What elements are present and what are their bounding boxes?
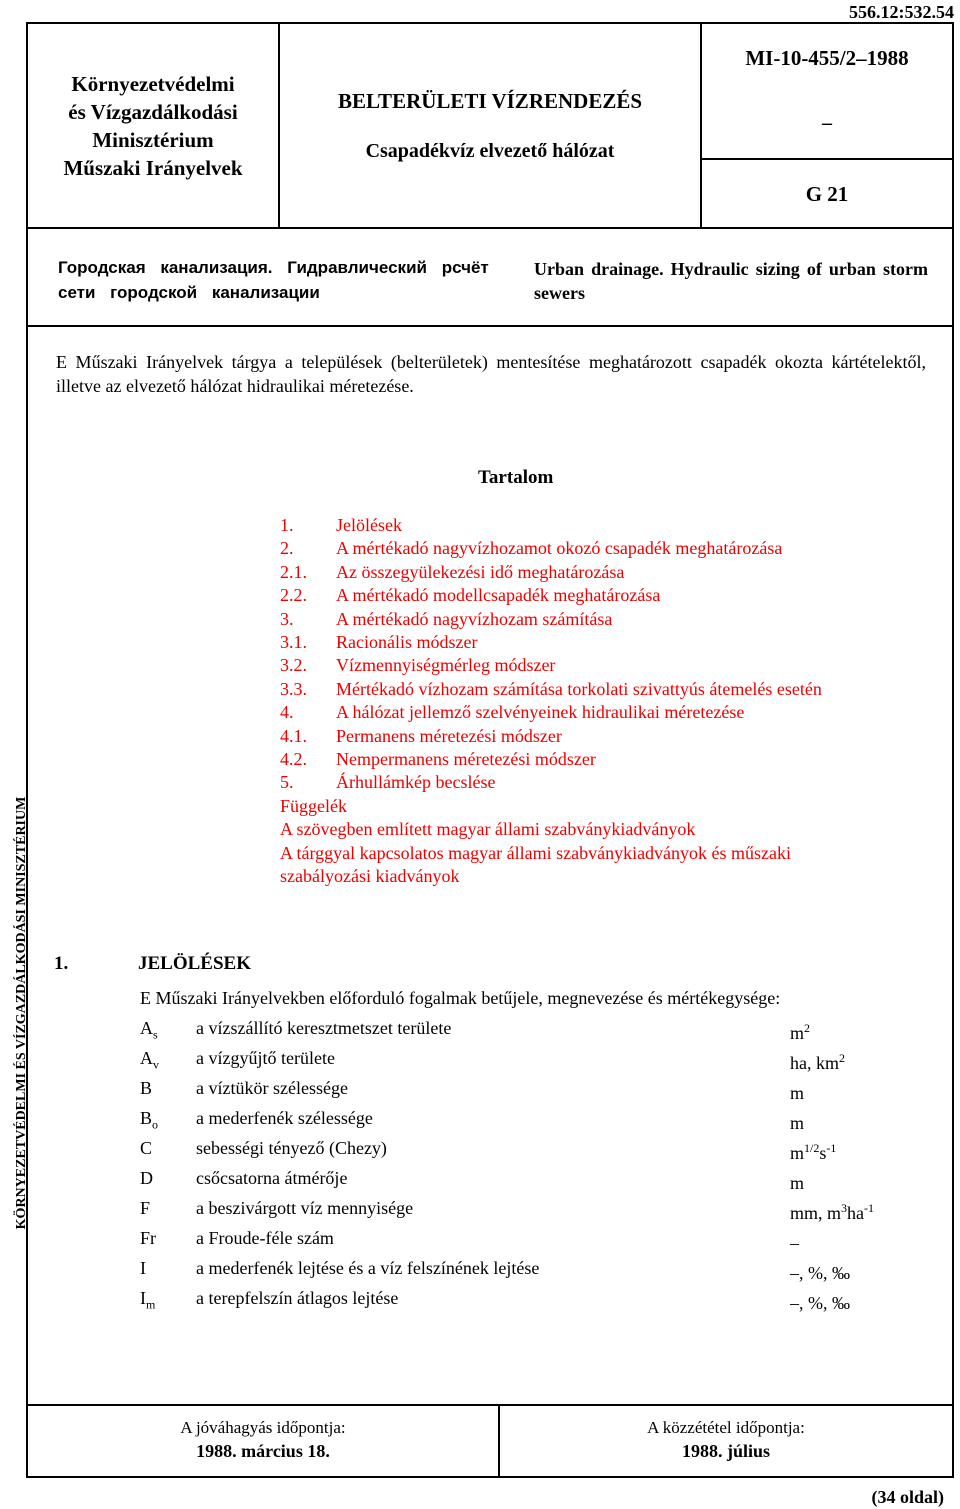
symbol-row: C sebességi tényező (Chezy) $m^{1/2}s^{-1}$ bbox=[140, 1138, 837, 1163]
toc-item[interactable]: 3. A mértékadó nagyvízhozam számítása bbox=[280, 608, 613, 629]
symbol-row: $A_v$ a vízgyűjtő területe ha, $km^2$ bbox=[140, 1048, 845, 1073]
approval-label: A jóváhagyás időpontja: bbox=[180, 1418, 346, 1437]
code-dash: – bbox=[822, 112, 832, 134]
publication-date: 1988. július bbox=[681, 1441, 771, 1461]
document-title: BELTERÜLETI VÍZRENDEZÉS bbox=[337, 89, 643, 113]
table-of-contents bbox=[280, 514, 880, 889]
approval-date: 1988. március 18. bbox=[196, 1441, 330, 1461]
org-line: Minisztérium bbox=[92, 127, 214, 152]
toc-item[interactable]: 1. Jelölések bbox=[280, 515, 402, 535]
toc-appendix[interactable]: A szövegben említett magyar állami szabványkiadványok bbox=[280, 819, 696, 840]
toc-appendix[interactable]: Függelék bbox=[280, 795, 347, 816]
symbol-row: I a mederfenék lejtése és a víz felszínének lejtése –, %, ‰ bbox=[140, 1258, 850, 1283]
header bbox=[28, 24, 952, 229]
symbol-row: D csőcsatorna átmérője m bbox=[140, 1168, 805, 1193]
code-cell bbox=[702, 24, 952, 160]
code-block bbox=[702, 24, 952, 227]
approval-cell bbox=[28, 1406, 500, 1478]
toc-item[interactable]: 3.3. Mértékadó vízhozam számítása torkolati szivattyús átemelés esetén bbox=[280, 678, 822, 699]
publication-cell bbox=[500, 1406, 952, 1478]
toc-item[interactable]: 3.1. Racionális módszer bbox=[280, 632, 478, 653]
toc-item[interactable]: 2. A mértékadó nagyvízhozamot okozó csapadék meghatározása bbox=[280, 538, 783, 559]
english-title: Urban drainage. Hydraulic sizing of urban storm sewers bbox=[534, 259, 928, 303]
title-block bbox=[280, 24, 702, 227]
org-line: Műszaki Irányelvek bbox=[63, 155, 243, 180]
toc-appendix[interactable]: A tárggyal kapcsolatos magyar állami szabványkiadványok és műszaki szabályozási kiadványok bbox=[280, 842, 792, 887]
toc-item[interactable]: 4. A hálózat jellemző szelvényeinek hidraulikai méretezése bbox=[280, 702, 745, 723]
group-code: G 21 bbox=[805, 182, 849, 206]
document-frame bbox=[26, 22, 954, 1478]
ministry-side-label: KÖRNYEZETVÉDELMI ÉS VÍZGAZDÁLKODÁSI MINISZTÉRIUM bbox=[14, 796, 29, 1230]
footer bbox=[28, 1404, 952, 1476]
symbol-row: B a víztükör szélessége m bbox=[140, 1078, 805, 1103]
translations-row bbox=[28, 229, 952, 327]
page-count: (34 oldal) bbox=[871, 1487, 944, 1507]
abstract: E Műszaki Irányelvek tárgya a települések (belterületek) mentesítése meghatározott csapadék okozta kártételektől, illetve az elvezető hálózat hidraulikai méretezése. bbox=[56, 352, 926, 396]
section-heading: 1. JELÖLÉSEK bbox=[54, 953, 251, 974]
toc-title: Tartalom bbox=[478, 467, 554, 488]
russian-title: Городская канализация. Гидравлический рсчёт сети городской канализации bbox=[58, 258, 489, 302]
toc-item[interactable]: 2.1. Az összegyülekezési idő meghatározása bbox=[280, 561, 625, 582]
symbol-row: Fr a Froude-féle szám – bbox=[140, 1228, 799, 1253]
toc-item[interactable]: 2.2. A mértékadó modellcsapadék meghatározása bbox=[280, 585, 661, 606]
org-block bbox=[28, 24, 280, 227]
toc-item[interactable]: 4.1. Permanens méretezési módszer bbox=[280, 725, 562, 746]
symbol-list bbox=[140, 1017, 930, 1317]
symbol-row: $A_s$ a vízszállító keresztmetszet területe $m^2$ bbox=[140, 1018, 811, 1043]
symbol-row: $I_m$ a terepfelszín átlagos lejtése –, %, ‰ bbox=[140, 1288, 850, 1313]
udc-number: 556.12:532.54 bbox=[849, 2, 954, 22]
toc-item[interactable]: 5. Árhullámkép becslése bbox=[280, 772, 496, 793]
symbol-row: $B_o$ a mederfenék szélessége m bbox=[140, 1108, 805, 1133]
org-line: Környezetvédelmi bbox=[71, 71, 235, 96]
document-subtitle: Csapadékvíz elvezető hálózat bbox=[365, 140, 615, 162]
section-intro: E Műszaki Irányelvekben előforduló fogalmak betűjele, megnevezése és mértékegysége: bbox=[140, 988, 781, 1008]
publication-label: A közzététel időpontja: bbox=[647, 1418, 805, 1437]
toc-item[interactable]: 3.2. Vízmennyiségmérleg módszer bbox=[280, 655, 556, 676]
symbol-row: F a beszivárgott víz mennyisége mm, $m^3ha^{-1}$ bbox=[140, 1198, 875, 1223]
toc-item[interactable]: 4.2. Nempermanens méretezési módszer bbox=[280, 749, 596, 770]
org-line: és Vízgazdálkodási bbox=[68, 99, 238, 124]
document-code: MI-10-455/2–1988 bbox=[745, 46, 909, 70]
